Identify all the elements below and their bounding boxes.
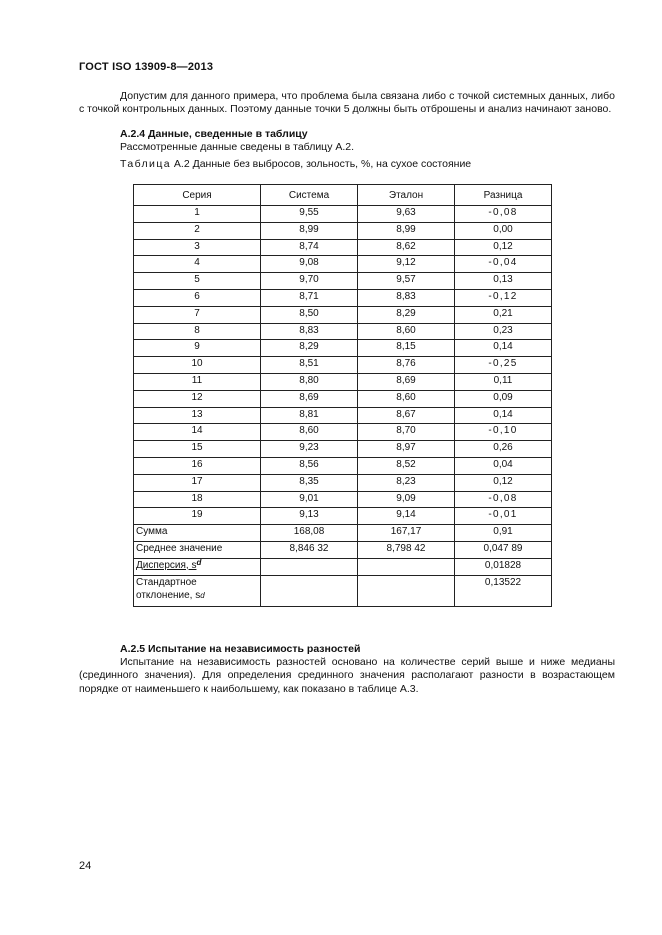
- cell-system: 8,56: [261, 457, 358, 474]
- cell-reference: 8,76: [358, 357, 455, 374]
- sum-label: Сумма: [134, 525, 261, 542]
- cell-difference: 0,12: [455, 239, 552, 256]
- cell-difference: -0,08: [455, 491, 552, 508]
- cell-series: 19: [134, 508, 261, 525]
- data-table: [133, 184, 552, 607]
- cell-reference: 8,60: [358, 390, 455, 407]
- cell-reference: 8,69: [358, 373, 455, 390]
- sum-difference: 0,91: [455, 525, 552, 542]
- variance-sub: d: [196, 557, 202, 567]
- cell-difference: 0,23: [455, 323, 552, 340]
- cell-system: 9,01: [261, 491, 358, 508]
- cell-series: 14: [134, 424, 261, 441]
- cell-system: 9,08: [261, 256, 358, 273]
- cell-system: 8,71: [261, 289, 358, 306]
- table-row: [134, 289, 552, 306]
- cell-series: 13: [134, 407, 261, 424]
- section-a24-text: Рассмотренные данные сведены в таблицу А.2.: [120, 141, 355, 153]
- sum-reference: 167,17: [358, 525, 455, 542]
- cell-reference: 8,29: [358, 306, 455, 323]
- table-header-row: [134, 185, 552, 206]
- cell-system: 9,13: [261, 508, 358, 525]
- header-system: Система: [261, 185, 358, 206]
- variance-label-cell: [134, 558, 261, 575]
- cell-series: 2: [134, 222, 261, 239]
- stddev-label-line2: отклонение, s: [136, 589, 201, 601]
- cell-reference: 8,60: [358, 323, 455, 340]
- table-row: [134, 256, 552, 273]
- cell-reference: 9,14: [358, 508, 455, 525]
- variance-label: Дисперсия, s: [136, 559, 197, 571]
- table-row: [134, 323, 552, 340]
- mean-label: Среднее значение: [134, 541, 261, 558]
- cell-difference: -0,01: [455, 508, 552, 525]
- variance-reference: [358, 558, 455, 575]
- cell-reference: 8,97: [358, 441, 455, 458]
- mean-reference: 8,798 42: [358, 541, 455, 558]
- table-caption: [120, 158, 471, 170]
- cell-system: 9,70: [261, 273, 358, 290]
- cell-difference: 0,14: [455, 407, 552, 424]
- cell-reference: 8,67: [358, 407, 455, 424]
- cell-difference: 0,21: [455, 306, 552, 323]
- cell-difference: 0,14: [455, 340, 552, 357]
- cell-series: 16: [134, 457, 261, 474]
- table-row: [134, 457, 552, 474]
- table-row: [134, 390, 552, 407]
- cell-system: 8,50: [261, 306, 358, 323]
- sum-system: 168,08: [261, 525, 358, 542]
- table-row: [134, 357, 552, 374]
- document-header: ГОСТ ISO 13909-8—2013: [79, 61, 214, 73]
- cell-system: 8,80: [261, 373, 358, 390]
- table-row: [134, 491, 552, 508]
- stddev-label-cell: [134, 575, 261, 606]
- cell-reference: 9,09: [358, 491, 455, 508]
- section-a24-title: А.2.4 Данные, сведенные в таблицу: [120, 128, 308, 140]
- cell-reference: 8,62: [358, 239, 455, 256]
- table-row: [134, 407, 552, 424]
- table-row: [134, 474, 552, 491]
- cell-difference: 0,13: [455, 273, 552, 290]
- cell-series: 1: [134, 206, 261, 223]
- cell-difference: -0,12: [455, 289, 552, 306]
- cell-series: 6: [134, 289, 261, 306]
- cell-series: 12: [134, 390, 261, 407]
- header-difference: Разница: [455, 185, 552, 206]
- stddev-reference: [358, 575, 455, 606]
- cell-reference: 9,63: [358, 206, 455, 223]
- cell-system: 8,69: [261, 390, 358, 407]
- table-row: [134, 373, 552, 390]
- table-row: [134, 206, 552, 223]
- stddev-row: [134, 575, 552, 606]
- cell-series: 10: [134, 357, 261, 374]
- cell-system: 8,29: [261, 340, 358, 357]
- table-row: [134, 424, 552, 441]
- page-number: 24: [79, 860, 92, 872]
- table-caption-prefix: Таблица: [120, 158, 171, 170]
- cell-series: 15: [134, 441, 261, 458]
- section-a25-title: А.2.5 Испытание на независимость разностей: [120, 643, 361, 655]
- table-row: [134, 222, 552, 239]
- cell-series: 5: [134, 273, 261, 290]
- cell-difference: 0,12: [455, 474, 552, 491]
- stddev-system: [261, 575, 358, 606]
- cell-difference: 0,26: [455, 441, 552, 458]
- table-row: [134, 441, 552, 458]
- header-reference: Эталон: [358, 185, 455, 206]
- cell-difference: -0,04: [455, 256, 552, 273]
- cell-difference: 0,09: [455, 390, 552, 407]
- cell-system: 8,99: [261, 222, 358, 239]
- sum-row: [134, 525, 552, 542]
- cell-system: 8,83: [261, 323, 358, 340]
- cell-reference: 8,15: [358, 340, 455, 357]
- cell-series: 17: [134, 474, 261, 491]
- cell-reference: 8,23: [358, 474, 455, 491]
- intro-paragraph: Допустим для данного примера, что проблема была связана либо с точкой системных данных, либо с точкой контрольных данных. Поэтому данные точки 5 должны быть отброшены и анализ начинают заново.: [79, 90, 615, 116]
- cell-difference: -0,25: [455, 357, 552, 374]
- cell-difference: 0,04: [455, 457, 552, 474]
- cell-system: 9,55: [261, 206, 358, 223]
- table-row: [134, 340, 552, 357]
- cell-series: 4: [134, 256, 261, 273]
- cell-difference: 0,11: [455, 373, 552, 390]
- variance-system: [261, 558, 358, 575]
- variance-difference: 0,01828: [455, 558, 552, 575]
- cell-series: 9: [134, 340, 261, 357]
- table-caption-text: А.2 Данные без выбросов, зольность, %, на сухое состояние: [173, 158, 472, 170]
- stddev-difference: 0,13522: [455, 575, 552, 606]
- mean-row: [134, 541, 552, 558]
- cell-reference: 8,70: [358, 424, 455, 441]
- cell-system: 8,60: [261, 424, 358, 441]
- table-row: [134, 273, 552, 290]
- stddev-label-line1: Стандартное: [136, 576, 197, 588]
- section-a25-paragraph: Испытание на независимость разностей основано на количестве серий выше и ниже медианы (срединного значения). Для определения срединного значения располагают разности в возрастающем порядке от наименьшего к наибольшему, как показано в таблице А.3.: [79, 656, 615, 695]
- cell-system: 8,51: [261, 357, 358, 374]
- cell-reference: 9,12: [358, 256, 455, 273]
- table-body: [134, 206, 552, 525]
- cell-series: 11: [134, 373, 261, 390]
- table-row: [134, 306, 552, 323]
- cell-reference: 8,83: [358, 289, 455, 306]
- mean-system: 8,846 32: [261, 541, 358, 558]
- cell-reference: 9,57: [358, 273, 455, 290]
- cell-series: 3: [134, 239, 261, 256]
- cell-reference: 8,99: [358, 222, 455, 239]
- cell-series: 7: [134, 306, 261, 323]
- cell-difference: 0,00: [455, 222, 552, 239]
- stddev-sub: d: [200, 590, 205, 600]
- cell-difference: -0,08: [455, 206, 552, 223]
- mean-difference: 0,047 89: [455, 541, 552, 558]
- cell-system: 9,23: [261, 441, 358, 458]
- cell-system: 8,74: [261, 239, 358, 256]
- variance-row: [134, 558, 552, 575]
- table-row: [134, 239, 552, 256]
- cell-system: 8,35: [261, 474, 358, 491]
- cell-series: 18: [134, 491, 261, 508]
- cell-difference: -0,10: [455, 424, 552, 441]
- cell-reference: 8,52: [358, 457, 455, 474]
- header-series: Серия: [134, 185, 261, 206]
- table-row: [134, 508, 552, 525]
- cell-system: 8,81: [261, 407, 358, 424]
- cell-series: 8: [134, 323, 261, 340]
